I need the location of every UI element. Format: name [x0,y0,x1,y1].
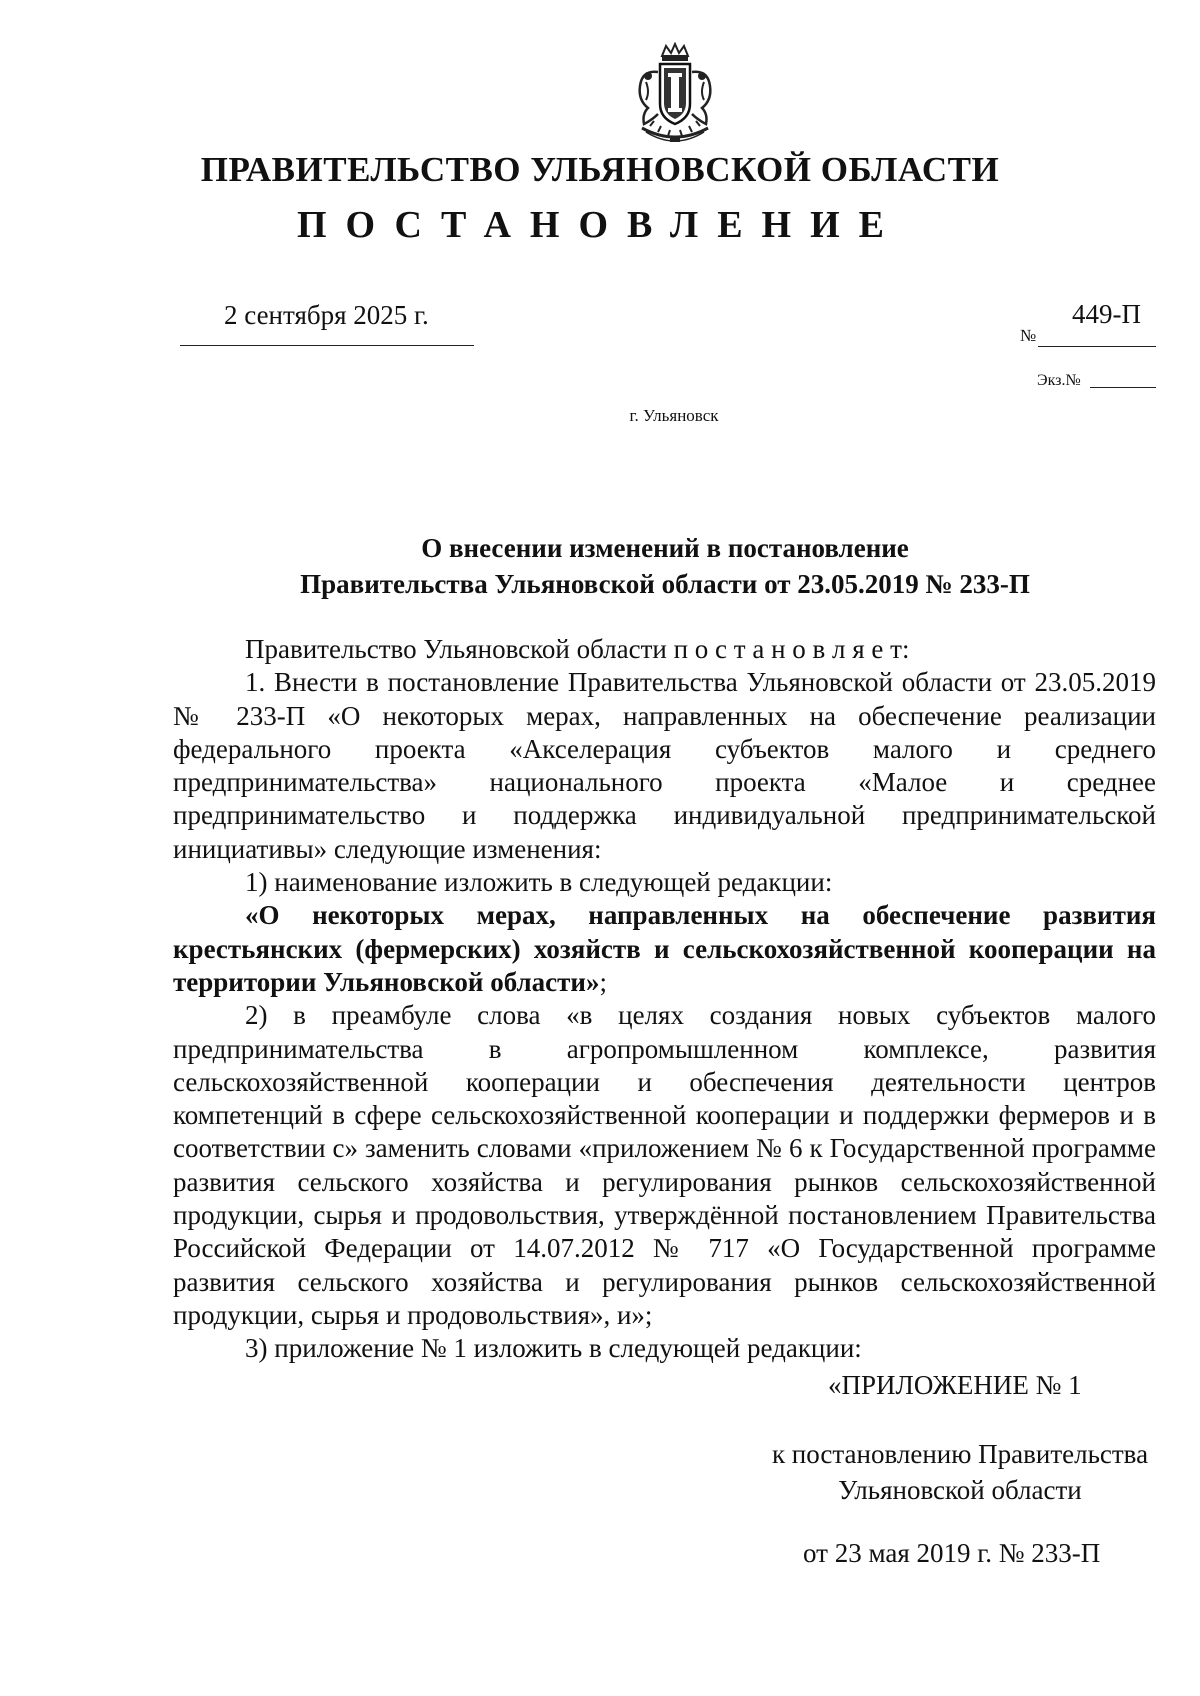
organization-name: ПРАВИТЕЛЬСТВО УЛЬЯНОВСКОЙ ОБЛАСТИ [200,150,1000,189]
number-sign: № [1020,326,1037,345]
appendix-date: от 23 мая 2019 г. № 233-П [803,1538,1101,1568]
new-title-text: «О некоторых мерах, направленных на обеспечение развития крестьянских (фермерских) хозяйств и сельскохозяйственной кооперации на территории Ульяновской области» [173,900,1156,997]
subitem-3: 3) приложение № 1 изложить в следующей редакции: [245,1333,862,1364]
title-line-1: О внесении изменений в постановление [421,533,909,563]
appendix-subtitle [760,1436,1160,1508]
ulyanovsk-coat-of-arms-icon [628,42,722,150]
subitem-2: 2) в преамбуле слова «в целях создания новых субъектов малого предпринимательства в агропромышленном комплексе, развития сельскохозяйственной кооперации и обеспечения деятельности центров компетенций в сфере сельскохозяйственной кооперации и поддержки фермеров и в соответствии с» заменить словами «приложением № 6 к Государственной программе развития сельского хозяйства и регулирования рынков сельскохозяйственной продукции, сырья и продовольствия, утверждённой постановлением Правительства Российской Федерации от 14.07.2012 № 717 «О Государственной программе развития сельского хозяйства и регулирования рынков сельскохозяйственной продукции, сырья и продовольствия», и»; [173,1000,1156,1330]
appendix-line-2: Ульяновской области [838,1475,1082,1505]
subitem-1: 1) наименование изложить в следующей редакции: [245,867,833,898]
copy-number-underline [1090,387,1156,388]
appendix-line-1: к постановлению Правительства [771,1439,1149,1469]
document-body [173,633,1156,1366]
document-title [0,530,1200,602]
appendix-heading: «ПРИЛОЖЕНИЕ № 1 [828,1370,1082,1400]
document-number: 449-П [1072,299,1141,329]
new-title-tail: ; [599,966,608,997]
date-underline [180,345,474,346]
subitem-1-new-title [173,899,1156,999]
title-line-2: Правительства Ульяновской области от 23.05.2019 № 233-П [300,569,1030,599]
city: г. Ульяновск [629,406,719,425]
preamble: Правительство Ульяновской области п о с т а н о в л я е т: [245,634,910,664]
item-1: 1. Внести в постановление Правительства Ульяновской области от 23.05.2019 № 233-П «О некоторых мерах, направленных на обеспечение реализации федерального проекта «Акселерация субъектов малого и среднего предпринимательства» национального проекта «Малое и среднее предпринимательство и поддержка индивидуальной предпринимательской инициативы» следующие изменения: [173,667,1156,864]
copy-number-label: Экз.№ [1037,372,1081,389]
number-underline [1038,346,1156,347]
document-date: 2 сентября 2025 г. [224,300,429,330]
document-type: ПОСТАНОВЛЕНИЕ [296,204,904,246]
